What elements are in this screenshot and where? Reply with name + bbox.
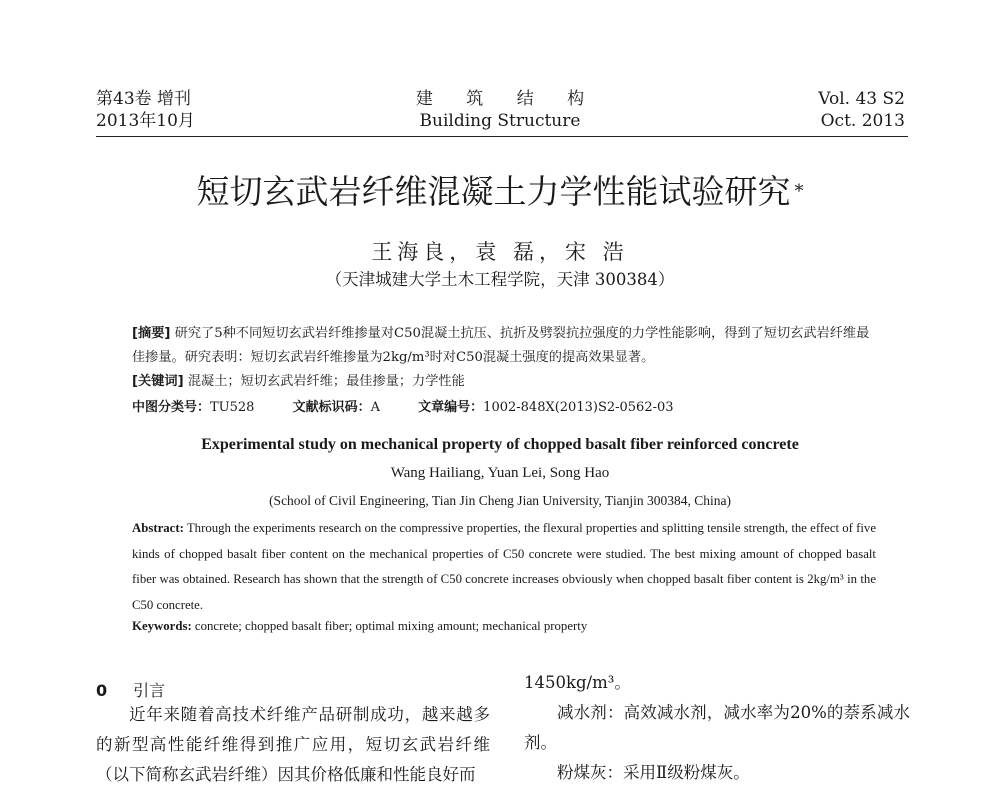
classification-row: [132, 396, 708, 420]
clc-value: TU528: [210, 400, 255, 415]
header-volume-zh: 第43卷 增刊: [96, 89, 192, 109]
title-text: 短切玄武岩纤维混凝土力学性能试验研究: [196, 172, 791, 211]
keywords-zh-label: [关键词]: [132, 374, 184, 389]
authors-en: Wang Hailiang, Yuan Lei, Song Hao: [390, 465, 610, 481]
abstract-zh-block: [132, 322, 877, 394]
body-right-column: [524, 668, 910, 788]
abstract-en: [132, 516, 876, 618]
keywords-zh-text: 混凝土；短切玄武岩纤维；最佳掺量；力学性能: [187, 374, 465, 389]
affiliation-en: (School of Civil Engineering, Tian Jin Cheng Jian University, Tianjin 300384, China): [269, 493, 731, 508]
doc-code-value: A: [370, 400, 381, 415]
section-title: 引言: [133, 681, 166, 700]
authors-zh: 王海良，袁 磊，宋 浩: [371, 240, 629, 264]
article-no-label: 文章编号：: [418, 400, 484, 415]
journal-name-en: Building Structure: [419, 111, 581, 131]
keywords-en-label: Keywords:: [132, 619, 192, 633]
abstract-en-text: Through the experiments research on the compressive properties, the flexural properties and splitting tensile strength, the effect of five kinds of chopped basalt fiber content on the mechanical properties of C50 concrete were studied. The best mixing amount of chopped basalt fiber was obtained. Research has shown that the strength of C50 concrete increases obviously when chopped basalt fiber content is 2kg/m³ in the C50 concrete.: [132, 521, 877, 612]
keywords-en-text: concrete; chopped basalt fiber; optimal mixing amount; mechanical property: [194, 619, 588, 633]
paper-title-en: Experimental study on mechanical property of chopped basalt fiber reinforced concrete: [201, 436, 799, 453]
header-volume-en: Vol. 43 S2: [818, 89, 905, 109]
header-divider: [96, 136, 908, 137]
right-line-density: 1450kg/m³。: [524, 673, 631, 692]
title-footnote-mark: *: [794, 181, 804, 202]
paper-title-zh: [0, 170, 1000, 214]
clc-label: 中图分类号：: [132, 400, 211, 415]
abstract-zh-text: 研究了5种不同短切玄武岩纤维掺量对C50混凝土抗压、抗折及劈裂抗拉强度的力学性能影响，得到了短切玄武岩纤维最佳掺量。研究表明：短切玄武岩纤维掺量为2kg/m³时对C50混凝土强度的提高效果显著。: [132, 326, 870, 365]
header-date-en: Oct. 2013: [820, 111, 905, 131]
abstract-en-label: Abstract:: [132, 521, 184, 535]
section-number: 0: [96, 681, 108, 700]
keywords-en: [132, 619, 587, 634]
article-no-value: 1002-848X(2013)S2-0562-03: [483, 400, 674, 415]
section-heading: [96, 678, 165, 701]
header-issue-info-en: [818, 88, 905, 132]
right-para-reducer: 减水剂：高效减水剂，减水率为20%的萘系减水剂。: [524, 703, 910, 752]
affiliation-zh: （天津城建大学土木工程学院，天津 300384）: [325, 270, 675, 289]
header-date-zh: 2013年10月: [96, 111, 195, 131]
right-para-flyash: 粉煤灰：采用Ⅱ级粉煤灰。: [557, 763, 750, 782]
doc-code-label: 文献标识码：: [292, 400, 371, 415]
body-left-column: 近年来随着高技术纤维产品研制成功，越来越多的新型高性能纤维得到推广应用，短切玄武岩纤维（以下简称玄武岩纤维）因其价格低廉和性能良好而: [96, 705, 490, 784]
journal-name-zh: 建 筑 结 构: [415, 89, 599, 109]
keywords-zh: [132, 370, 877, 394]
abstract-zh-label: [摘要]: [132, 326, 171, 341]
abstract-zh: [132, 322, 877, 370]
